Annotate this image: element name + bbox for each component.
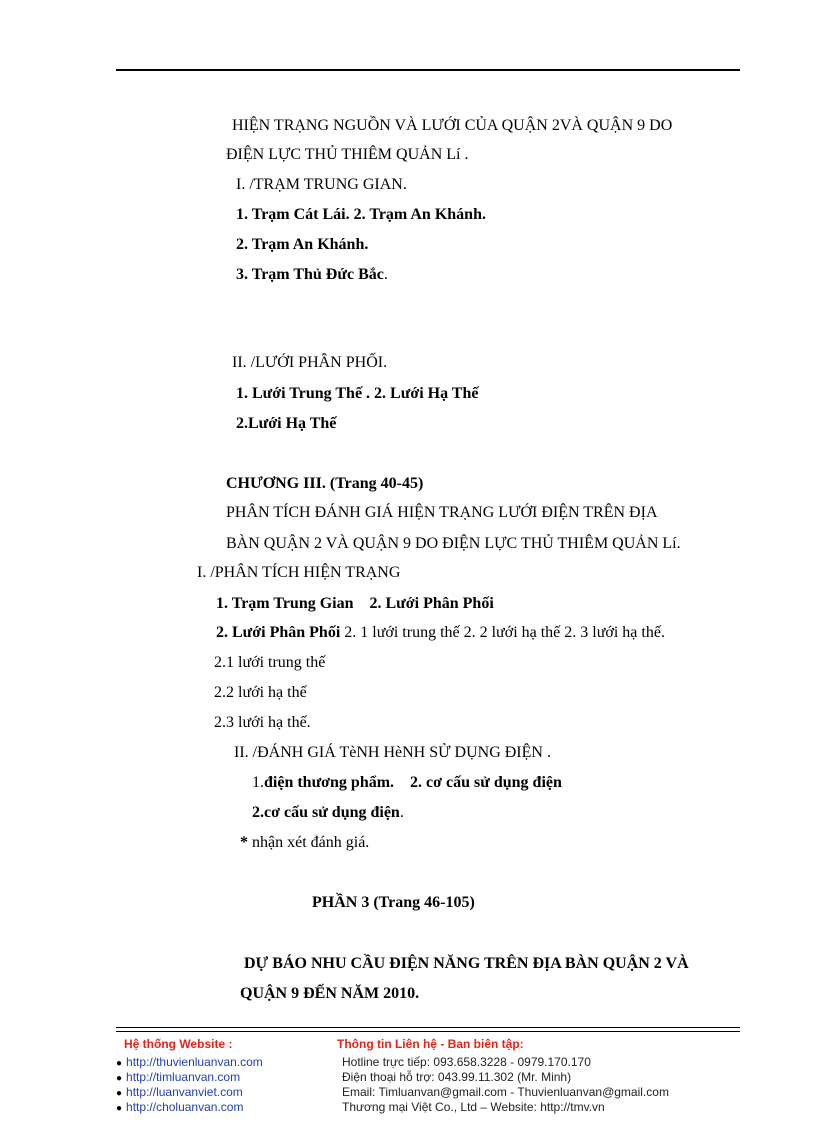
- item-nhan-xet: * nhận xét đánh giá.: [240, 834, 370, 851]
- footer-phone: Điện thoại hỗ trợ: 043.99.11.302 (Mr. Minh): [342, 1070, 572, 1084]
- footer-hotline: Hotline trực tiếp: 093.658.3228 - 0979.170.170: [342, 1055, 591, 1069]
- item-tram-an-khanh: 2. Trạm An Khánh.: [236, 236, 369, 253]
- bullet-icon: ●: [116, 1058, 123, 1069]
- item-luoi-trung-the: 1. Lưới Trung Thế . 2. Lưới Hạ Thế: [236, 385, 479, 402]
- heading-phan-tich-hien-trang: I. /PHÂN TÍCH HIỆN TRẠNG: [197, 564, 401, 581]
- item-2-1: 2.1 lưới trung thế: [214, 654, 326, 671]
- chapter-title-line-1: PHÂN TÍCH ĐÁNH GIÁ HIỆN TRẠNG LƯỚI ĐIỆN TRÊN ĐỊA: [226, 504, 658, 521]
- heading-luoi-phan-phoi: II. /LƯỚI PHÂN PHỐI.: [232, 354, 388, 371]
- heading-danh-gia: II. /ĐÁNH GIÁ TèNH HèNH SỬ DỤNG ĐIỆN .: [234, 744, 551, 761]
- footer-contact-heading: Thông tin Liên hệ - Ban biên tập:: [337, 1037, 524, 1051]
- footer-rule: [116, 1027, 740, 1032]
- footer-company: Thương mại Việt Co., Ltd – Website: http://tmv.vn: [342, 1100, 605, 1114]
- part-heading: PHẦN 3 (Trang 46-105): [312, 894, 475, 911]
- bullet-icon: ●: [116, 1088, 123, 1099]
- footer-site-link[interactable]: ● http://choluanvan.com: [116, 1100, 244, 1114]
- footer-site-link[interactable]: ● http://timluanvan.com: [116, 1070, 241, 1084]
- footer-email: Email: Timluanvan@gmail.com - Thuvienluanvan@gmail.com: [342, 1085, 669, 1099]
- part-title-line-1: DỰ BÁO NHU CẦU ĐIỆN NĂNG TRÊN ĐỊA BÀN QUẬN 2 VÀ: [244, 955, 689, 972]
- section-title-line-1: HIỆN TRẠNG NGUỒN VÀ LƯỚI CỦA QUẬN 2VÀ QUẬN 9 DO: [232, 117, 673, 134]
- item-2-2: 2.2 lưới hạ thế: [214, 684, 307, 701]
- section-title-line-2: ĐIỆN LỰC THỦ THIÊM QUẢN Lí .: [226, 146, 469, 163]
- item-luoi-phan-phoi: 2. Lưới Phân Phối 2. 1 lưới trung thế 2. 2 lưới hạ thế 2. 3 lưới hạ thế.: [216, 624, 665, 641]
- item-tram-cat-lai: 1. Trạm Cát Lái. 2. Trạm An Khánh.: [236, 206, 486, 223]
- bullet-icon: ●: [116, 1073, 123, 1084]
- part-title-line-2: QUẬN 9 ĐẾN NĂM 2010.: [240, 985, 420, 1002]
- footer-site-link[interactable]: ● http://thuvienluanvan.com: [116, 1055, 263, 1069]
- bullet-icon: ●: [116, 1103, 123, 1114]
- item-co-cau: 2.cơ cấu sử dụng điện.: [252, 804, 404, 821]
- item-dien-thuong-pham: 1.điện thương phẩm. 2. cơ cấu sử dụng điện: [252, 774, 562, 791]
- heading-tram-trung-gian: I. /TRẠM TRUNG GIAN.: [236, 176, 407, 193]
- footer-site-link[interactable]: ● http://luanvanviet.com: [116, 1085, 243, 1099]
- item-luoi-ha-the: 2.Lưới Hạ Thế: [236, 415, 337, 432]
- chapter-title-line-2: BÀN QUẬN 2 VÀ QUẬN 9 DO ĐIỆN LỰC THỦ THIÊM QUẢN Lí.: [226, 535, 681, 552]
- footer-sites-heading: Hệ thống Website :: [124, 1037, 233, 1051]
- item-tram-thu-duc-bac: 3. Trạm Thủ Đức Bắc.: [236, 266, 388, 283]
- item-2-3: 2.3 lưới hạ thế.: [214, 714, 311, 731]
- header-rule: [116, 69, 740, 71]
- chapter-heading: CHƯƠNG III. (Trang 40-45): [226, 475, 424, 492]
- item-tram-trung-gian: 1. Trạm Trung Gian 2. Lưới Phân Phối: [216, 595, 494, 612]
